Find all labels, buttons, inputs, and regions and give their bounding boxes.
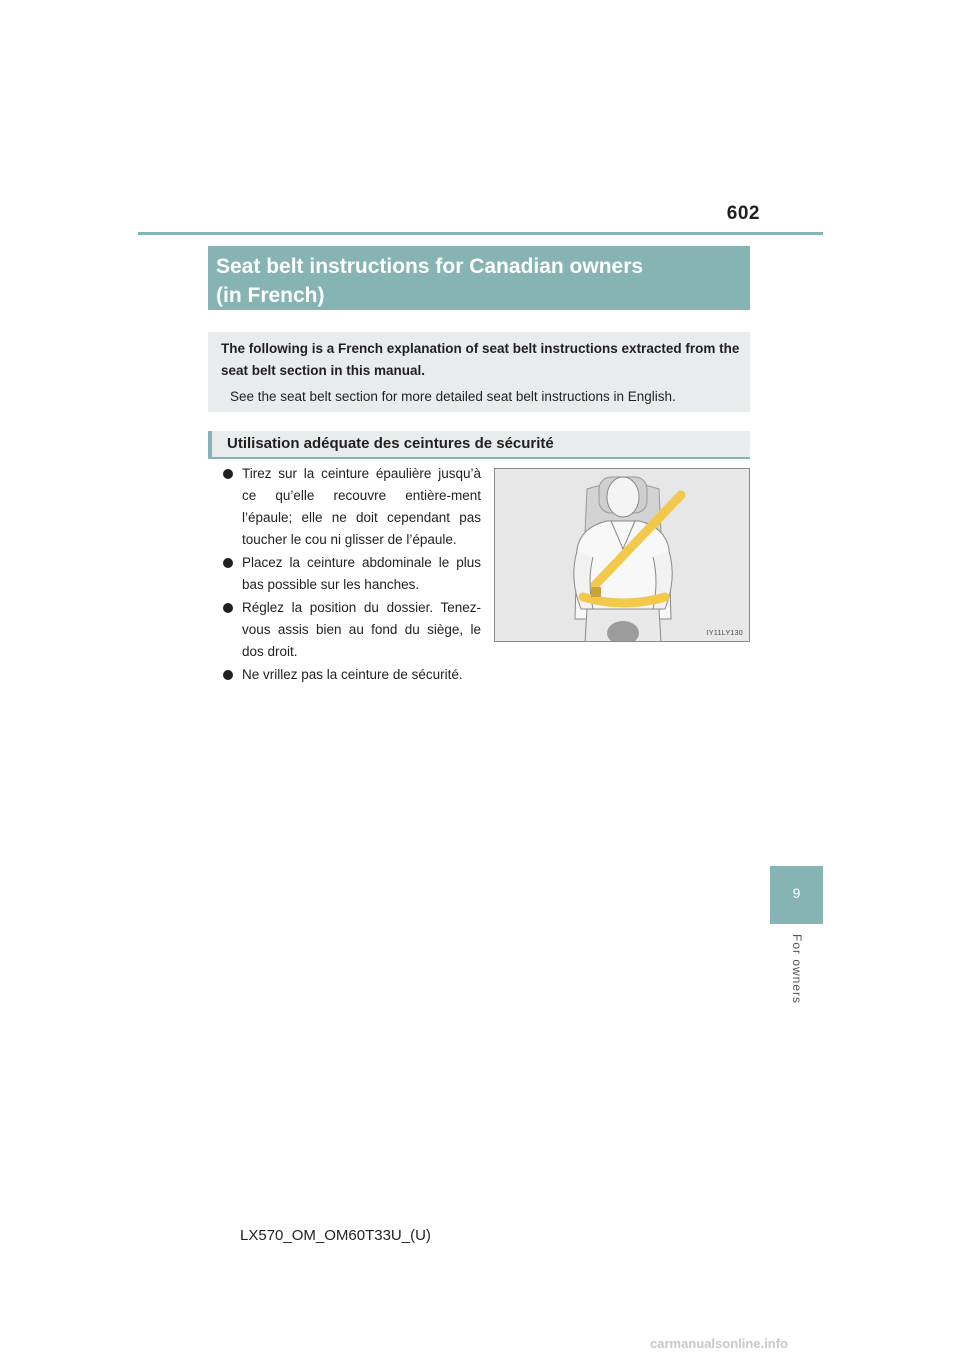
section-title-line2: (in French) xyxy=(216,284,325,307)
list-item xyxy=(222,463,481,551)
document-code: LX570_OM_OM60T33U_(U) xyxy=(240,1227,431,1244)
chapter-tab: 9 xyxy=(770,866,823,924)
intro-text: The following is a French explanation of seat belt instructions extracted from the seat belt section in this manual. xyxy=(221,341,740,378)
figure-code: IY11LY130 xyxy=(706,630,743,637)
list-item xyxy=(222,597,481,663)
seated-person-icon xyxy=(495,469,750,642)
section-title-line1: Seat belt instructions for Canadian owners xyxy=(216,255,644,278)
instruction-list xyxy=(222,463,481,687)
bullet-icon xyxy=(223,469,233,479)
intro-note: See the seat belt section for more detailed seat belt instructions in English. xyxy=(230,389,676,404)
bullet-icon xyxy=(223,603,233,613)
page-number: 602 xyxy=(726,203,760,224)
list-item-text: Tirez sur la ceinture épaulière jusqu’à ce qu’elle recouvre entière-ment l’épaule; elle ne doit cependant pas toucher le cou ni glisser de l’épaule. xyxy=(242,466,481,547)
watermark: carmanualsonline.info xyxy=(650,1336,788,1351)
intro-box xyxy=(208,332,750,412)
list-item-text: Ne vrillez pas la ceinture de sécurité. xyxy=(242,667,463,682)
list-item-text: Placez la ceinture abdominale le plus bas possible sur les hanches. xyxy=(242,555,481,592)
seat-belt-illustration xyxy=(494,468,750,642)
chapter-label: For owners xyxy=(790,933,804,1005)
bullet-icon xyxy=(223,558,233,568)
header-rule xyxy=(138,232,823,235)
list-item xyxy=(222,552,481,596)
list-item xyxy=(222,664,481,686)
list-item-text: Réglez la position du dossier. Tenez-vous assis bien au fond du siège, le dos droit. xyxy=(242,600,481,659)
subsection-title: Utilisation adéquate des ceintures de sécurité xyxy=(208,431,750,459)
bullet-icon xyxy=(223,670,233,680)
section-title xyxy=(208,246,750,310)
